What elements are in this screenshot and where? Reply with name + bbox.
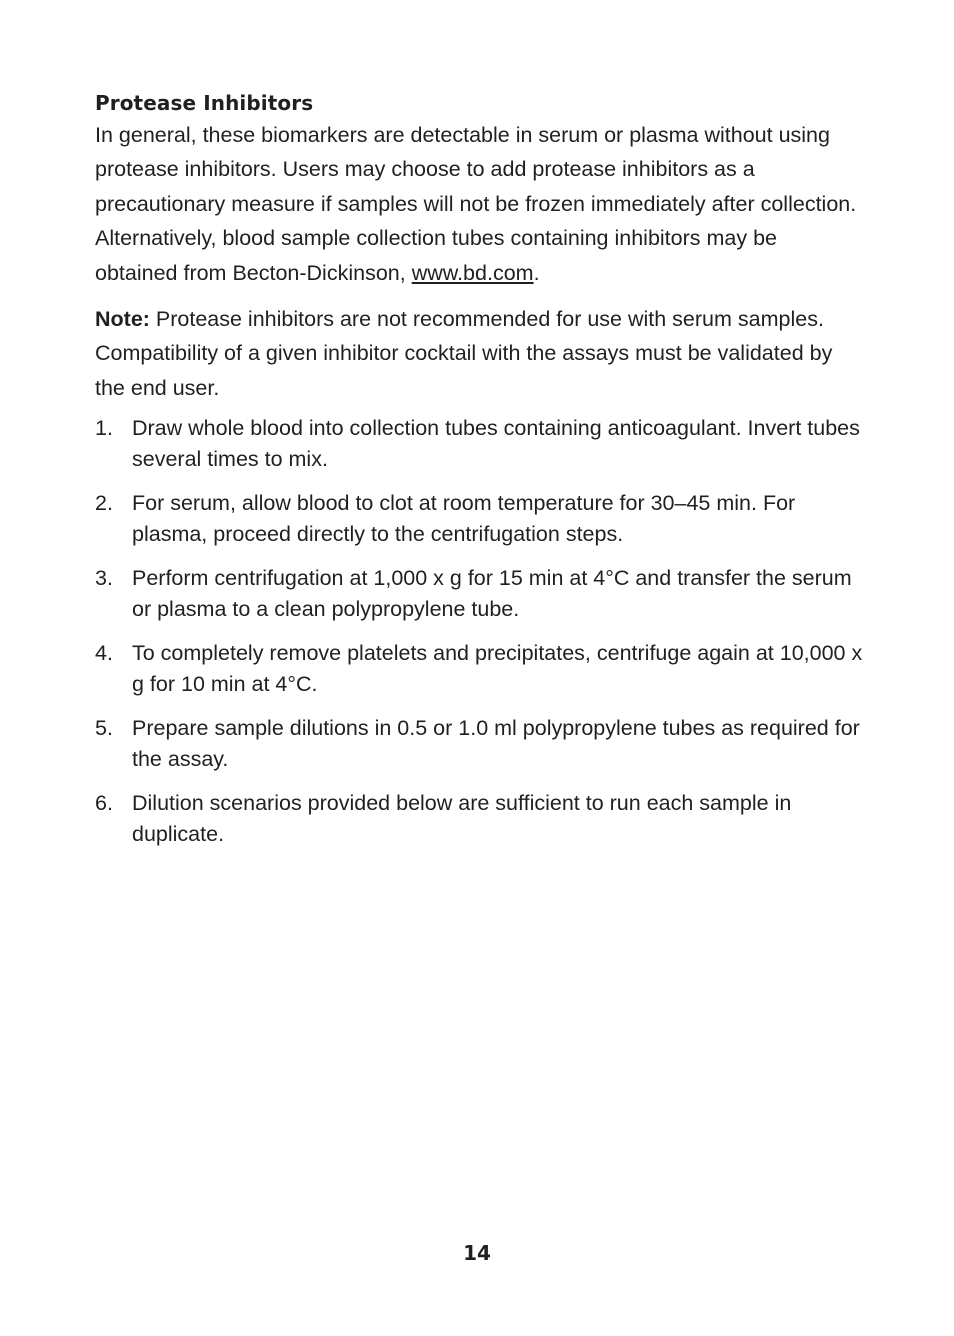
- step-text: For serum, allow blood to clot at room temperature for 30–45 min. For plasma, proceed directly to the centrifugation steps.: [132, 491, 796, 547]
- step-text: Dilution scenarios provided below are sufficient to run each sample in duplicate.: [132, 791, 792, 847]
- step-number: 5.: [95, 716, 113, 741]
- list-item: [95, 713, 865, 775]
- intro-text: In general, these biomarkers are detectable in serum or plasma without using protease inhibitors. Users may choose to add protease inhibitors as a precautionary measure if samples will not be frozen immediately after collection. Alternatively, blood sample collection tubes containing inhibitors may be obtained from Becton-Dickinson,: [95, 123, 857, 285]
- step-number: 1.: [95, 416, 113, 441]
- page-number: 14: [463, 1241, 491, 1265]
- list-item: [95, 413, 865, 475]
- list-item: [95, 638, 865, 700]
- note-text: Protease inhibitors are not recommended for use with serum samples. Compatibility of a given inhibitor cocktail with the assays must be validated by the end user.: [95, 307, 833, 400]
- step-number: 2.: [95, 491, 113, 516]
- list-item: [95, 563, 865, 625]
- bd-website-link[interactable]: www.bd.com: [411, 260, 534, 285]
- step-number: 4.: [95, 641, 113, 666]
- step-text: To completely remove platelets and precipitates, centrifuge again at 10,000 x g for 10 min at 4°C.: [132, 641, 863, 697]
- intro-paragraph: [95, 118, 865, 290]
- list-item: [95, 788, 865, 850]
- section-heading: Protease Inhibitors: [95, 91, 314, 115]
- step-text: Prepare sample dilutions in 0.5 or 1.0 ml polypropylene tubes as required for the assay.: [132, 716, 860, 772]
- note-paragraph: [95, 302, 865, 405]
- step-number: 6.: [95, 791, 113, 816]
- procedure-steps: [95, 413, 865, 850]
- document-page: [95, 88, 865, 863]
- note-label: Note:: [95, 307, 150, 332]
- step-text: Draw whole blood into collection tubes containing anticoagulant. Invert tubes several times to mix.: [132, 416, 860, 472]
- step-number: 3.: [95, 566, 113, 591]
- list-item: [95, 488, 865, 550]
- intro-end: .: [533, 260, 540, 285]
- step-text: Perform centrifugation at 1,000 x g for 15 min at 4°C and transfer the serum or plasma to a clean polypropylene tube.: [132, 566, 852, 622]
